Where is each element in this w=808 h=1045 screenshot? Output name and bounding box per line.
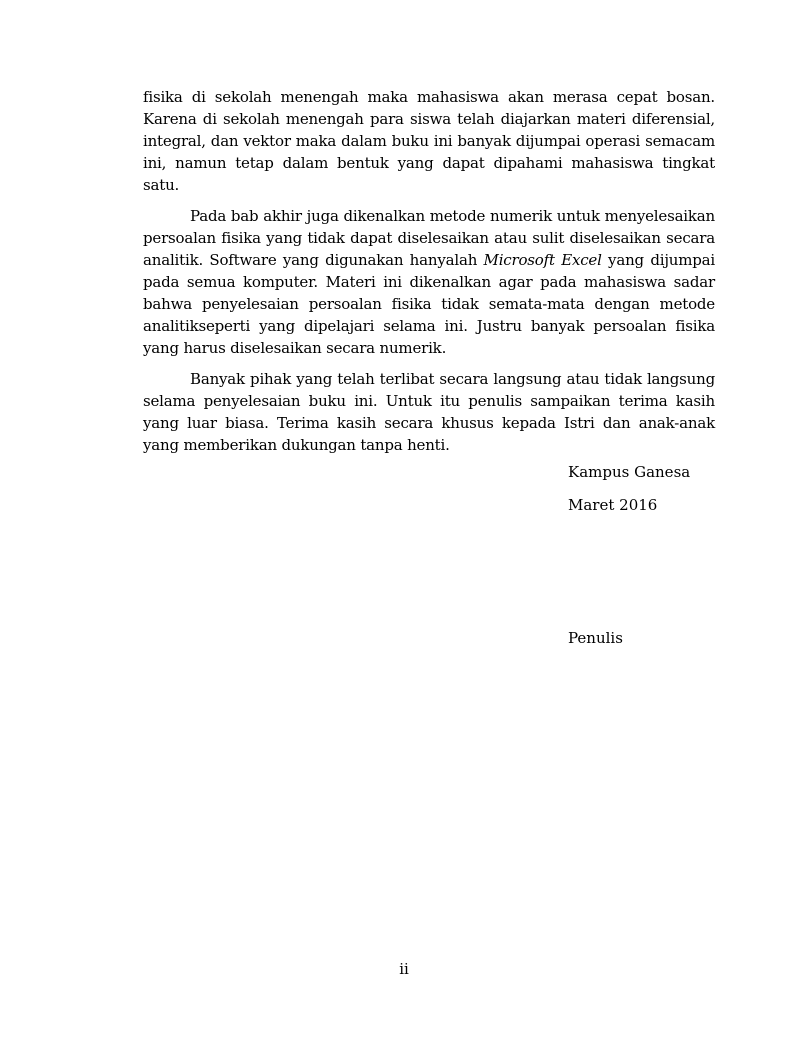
paragraph-text-before-italic: Pada bab akhir juga dikenalkan metode numerik untuk menyelesaikan persoalan fisika yang tidak dapat diselesaikan atau sulit diselesaikan secara analitik. Software yang digunakan hanyalah <box>143 207 715 269</box>
paragraph-numeric-methods <box>143 205 715 359</box>
closing-date: Maret 2016 <box>568 496 658 514</box>
preface-text-block <box>143 86 715 465</box>
closing-place: Kampus Ganesa <box>568 463 691 481</box>
closing-signature: Penulis <box>568 629 623 647</box>
page-number: ii <box>399 960 409 978</box>
italic-software-name: Microsoft Excel <box>483 251 602 269</box>
closing-block <box>568 461 690 649</box>
paragraph-continuation: fisika di sekolah menengah maka mahasiswa akan merasa cepat bosan. Karena di sekolah menengah para siswa telah diajarkan materi diferensial, integral, dan vektor maka dalam buku ini banyak dijumpai operasi semacam ini, namun tetap dalam bentuk yang dapat dipahami mahasiswa tingkat satu. <box>143 88 715 194</box>
paragraph-text-after-italic: yang dijumpai pada semua komputer. Materi ini dikenalkan agar pada mahasiswa sadar bahwa penyelesaian persoalan fisika tidak semata-mata dengan metode analitikseperti yang dipelajari selama ini. Justru banyak persoalan fisika yang harus diselesaikan secara numerik. <box>143 251 715 357</box>
paragraph-acknowledgements: Banyak pihak yang telah terlibat secara langsung atau tidak langsung selama penyelesaian buku ini. Untuk itu penulis sampaikan terima kasih yang luar biasa. Terima kasih secara khusus kepada Istri dan anak-anak yang memberikan dukungan tanpa henti. <box>143 370 715 454</box>
